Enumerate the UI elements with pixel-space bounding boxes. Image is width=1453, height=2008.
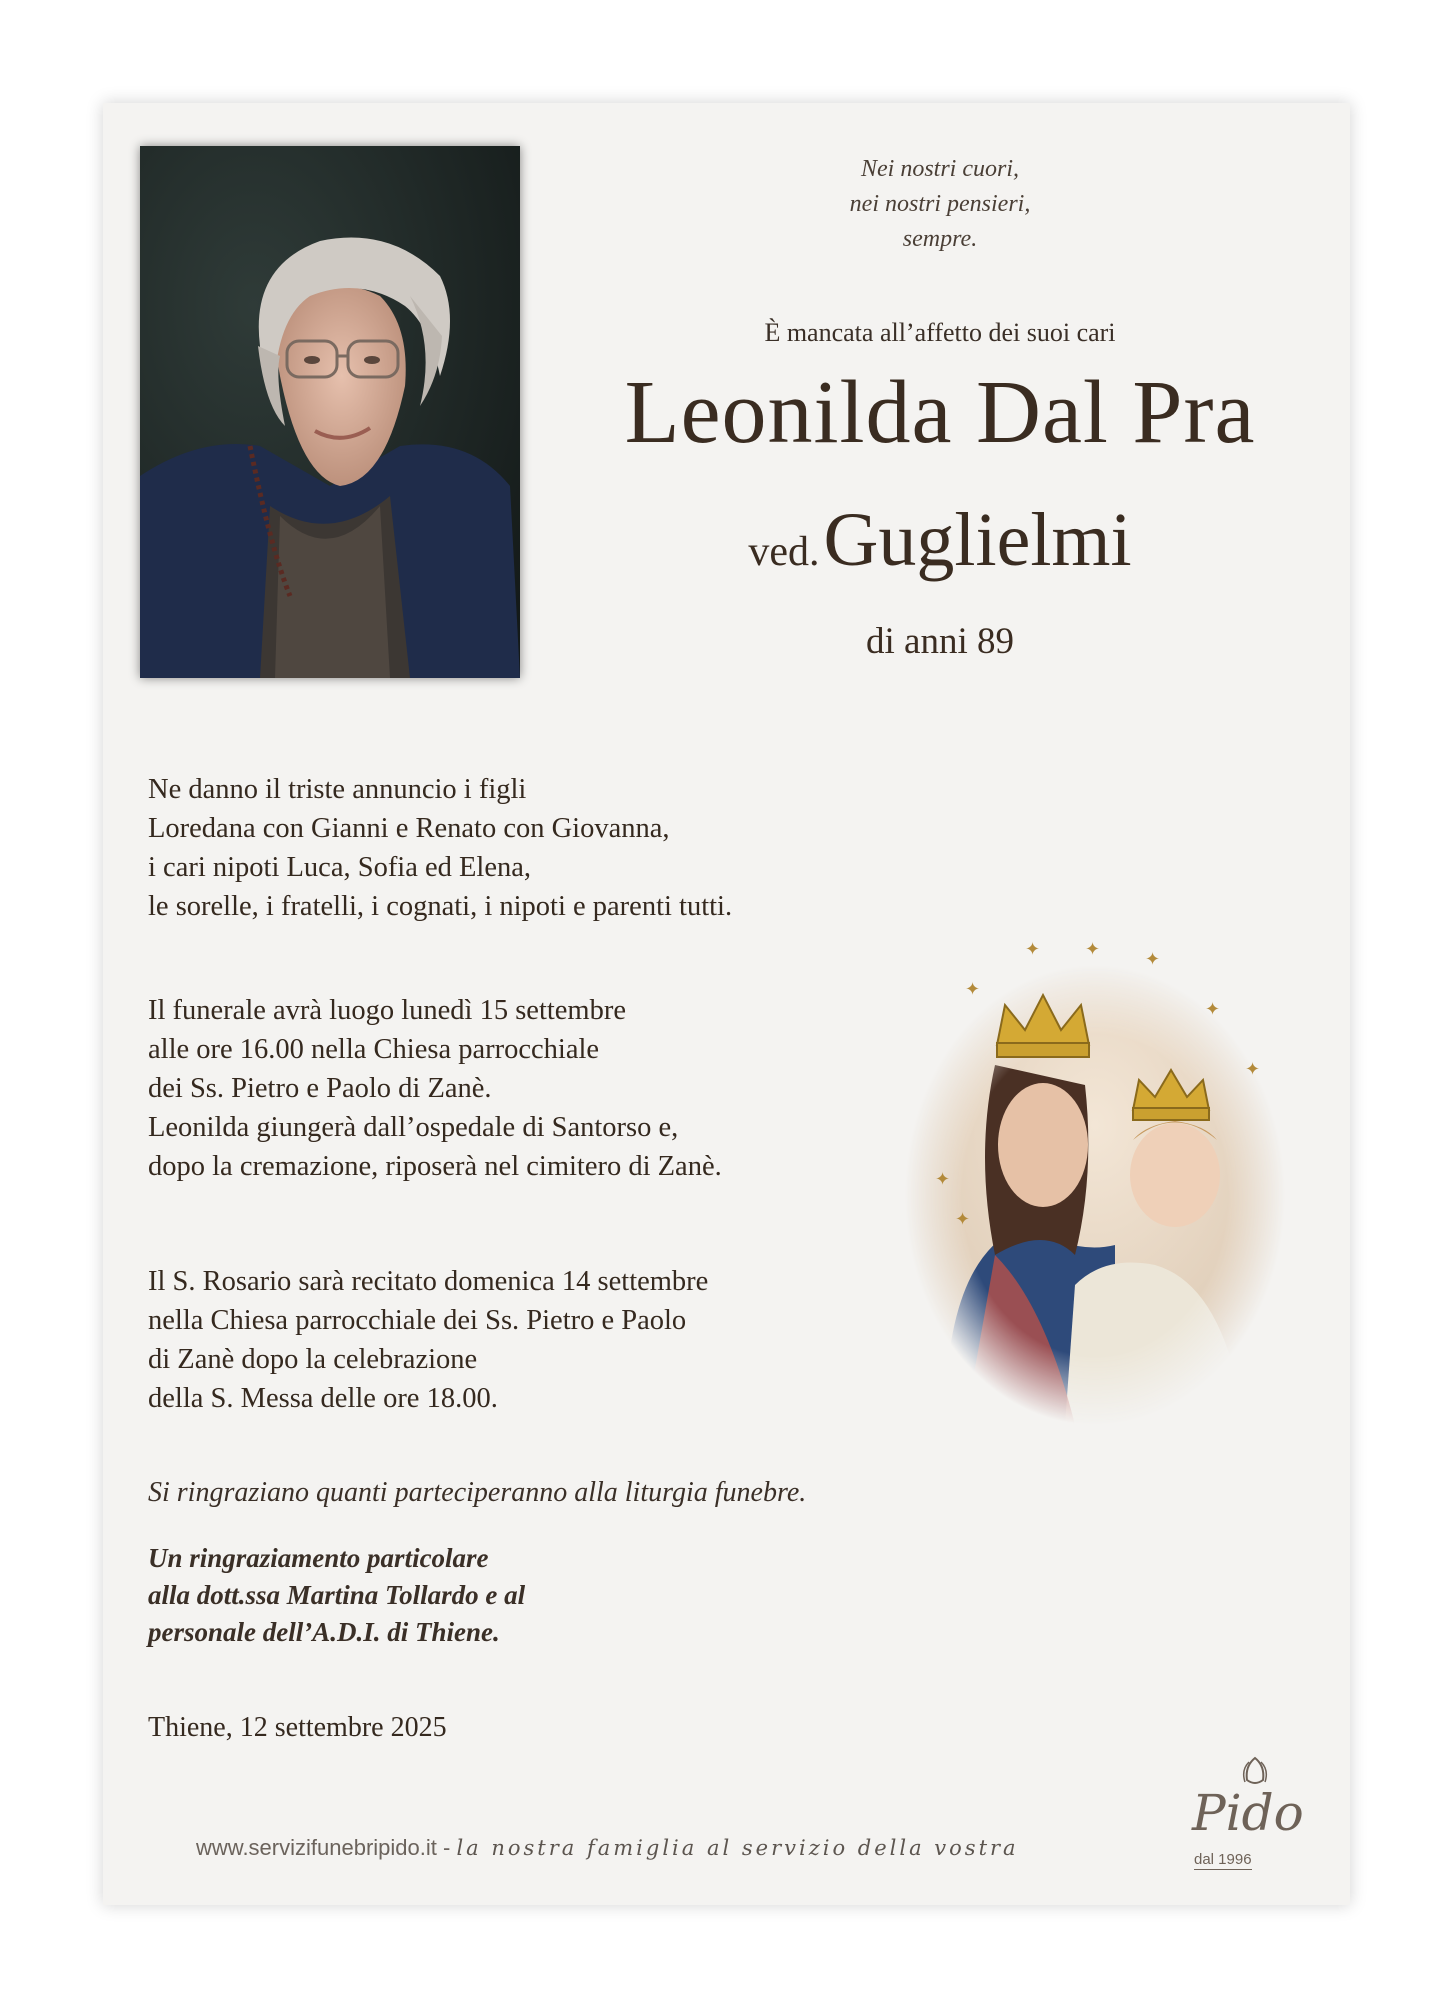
text-line: i cari nipoti Luca, Sofia ed Elena, [148, 852, 532, 883]
deceased-portrait [140, 146, 520, 678]
svg-text:✦: ✦ [1085, 939, 1101, 960]
widow-prefix: ved. [748, 529, 820, 575]
madonna-image [905, 925, 1285, 1425]
rosary-paragraph [148, 1262, 708, 1418]
footer-separator: - [436, 1835, 457, 1860]
text-line: personale dell’A.D.I. di Thiene. [148, 1617, 500, 1647]
deceased-name: Leonilda Dal Pra [624, 363, 1256, 462]
special-thanks [148, 1540, 525, 1651]
footer [196, 1835, 1019, 1861]
svg-text:✦: ✦ [1025, 939, 1041, 960]
svg-text:✦: ✦ [1245, 1059, 1261, 1080]
motto-line: nei nostri pensieri, [849, 191, 1031, 217]
text-line: Loredana con Gianni e Renato con Giovanna, [148, 813, 670, 844]
age: di anni 89 [866, 621, 1014, 662]
text-line: Il funerale avrà luogo lunedì 15 settembre [148, 995, 626, 1026]
announcement-paragraph [148, 770, 732, 926]
svg-text:✦: ✦ [955, 1209, 971, 1230]
footer-tagline: la nostra famiglia al servizio della vostra [456, 1836, 1019, 1860]
intro-line: È mancata all’affetto dei suoi cari [764, 318, 1116, 347]
text-line: dei Ss. Pietro e Paolo di Zanè. [148, 1073, 492, 1104]
logo-since: dal 1996 [1194, 1851, 1252, 1868]
text-line: alle ore 16.00 nella Chiesa parrocchiale [148, 1034, 600, 1065]
website-link[interactable]: www.servizifunebripido.it [196, 1835, 437, 1860]
text-line: dopo la cremazione, riposerà nel cimitero di Zanè. [148, 1151, 722, 1182]
thanks-line: Si ringraziano quanti parteciperanno alla liturgia funebre. [148, 1477, 807, 1508]
svg-text:✦: ✦ [1145, 949, 1161, 970]
widow-line [580, 497, 1300, 584]
svg-text:✦: ✦ [935, 1169, 951, 1190]
svg-text:✦: ✦ [1205, 999, 1221, 1020]
text-line: della S. Messa delle ore 18.00. [148, 1383, 498, 1414]
motto [580, 152, 1300, 257]
svg-text:✦: ✦ [965, 979, 981, 1000]
funeral-paragraph [148, 991, 722, 1186]
motto-line: sempre. [902, 226, 978, 252]
place-date: Thiene, 12 settembre 2025 [148, 1712, 447, 1743]
text-line: le sorelle, i fratelli, i cognati, i nipoti e parenti tutti. [148, 891, 733, 922]
text-line: Il S. Rosario sarà recitato domenica 14 settembre [148, 1266, 709, 1297]
text-line: Ne danno il triste annuncio i figli [148, 774, 527, 805]
widow-surname: Guglielmi [823, 498, 1132, 582]
text-line: alla dott.ssa Martina Tollardo e al [148, 1580, 526, 1610]
logo-wordmark: Pido [1192, 1784, 1304, 1842]
text-line: nella Chiesa parrocchiale dei Ss. Pietro e Paolo [148, 1305, 687, 1336]
text-line: di Zanè dopo la celebrazione [148, 1344, 478, 1375]
text-line: Leonilda giungerà dall’ospedale di Santorso e, [148, 1112, 679, 1143]
motto-line: Nei nostri cuori, [860, 156, 1019, 182]
text-line: Un ringraziamento particolare [148, 1543, 489, 1573]
